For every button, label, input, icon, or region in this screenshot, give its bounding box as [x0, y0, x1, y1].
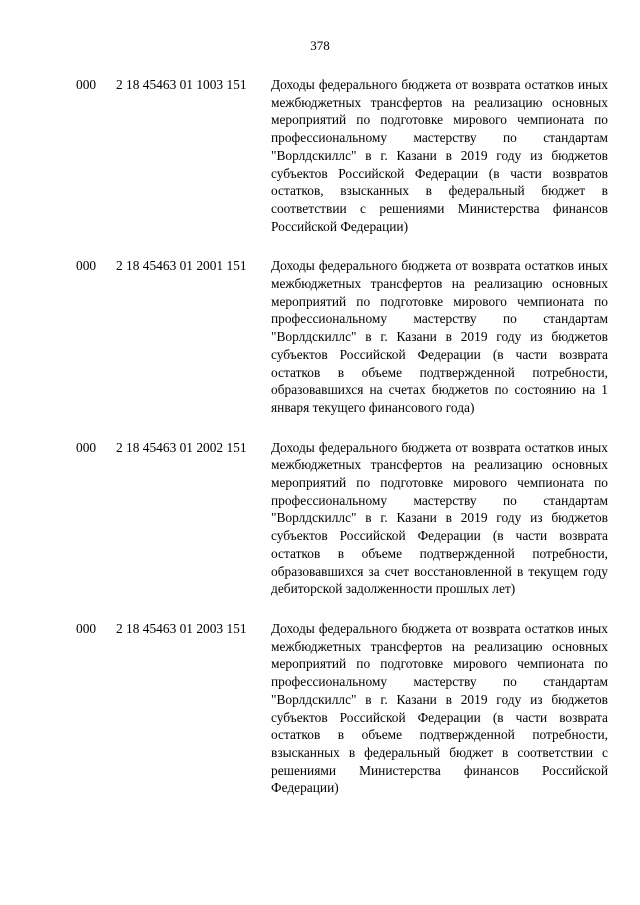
- budget-classification-code: 2 18 45463 01 2002 151: [116, 439, 247, 455]
- admin-code: 000: [76, 77, 97, 92]
- income-description: Доходы федерального бюджета от возврата остатков иных межбюджетных трансфертов на реализацию основных мероприятий по подготовке мирового чемпионата по профессиональному мастерству по стандартам "Ворлдскиллс" в г. Казани в 2019 году из бюджетов субъектов Российской Федерации (в части возврата остатков в объеме подтвержденной потребности, взысканных в федеральный бюджет в соответствии с решениями Министерства финансов Российской Федерации): [271, 620, 608, 796]
- income-description: Доходы федерального бюджета от возврата остатков иных межбюджетных трансфертов на реализацию основных мероприятий по подготовке мирового чемпионата по профессиональному мастерству по стандартам "Ворлдскиллс" в г. Казани в 2019 году из бюджетов субъектов Российской Федерации (в части возвратов остатков, взысканных в федеральный бюджет в соответствии с решениями Министерства финансов Российской Федерации): [271, 77, 608, 234]
- budget-code-entry: [76, 620, 608, 797]
- budget-code-list: [76, 76, 608, 819]
- admin-code: 000: [76, 439, 97, 455]
- page-number: 378: [310, 38, 330, 53]
- income-description: Доходы федерального бюджета от возврата остатков иных межбюджетных трансфертов на реализацию основных мероприятий по подготовке мирового чемпионата по профессиональному мастерству по стандартам "Ворлдскиллс" в г. Казани в 2019 году из бюджетов субъектов Российской Федерации (в части возврата остатков в объеме подтвержденной потребности, образовавшихся за счет восстановленной в текущем году дебиторской задолженности прошлых лет): [271, 439, 608, 597]
- budget-code-entry: [76, 76, 608, 235]
- income-description: Доходы федерального бюджета от возврата остатков иных межбюджетных трансфертов на реализацию основных мероприятий по подготовке мирового чемпионата по профессиональному мастерству по стандартам "Ворлдскиллс" в г. Казани в 2019 году из бюджетов субъектов Российской Федерации (в части возврата остатков в объеме подтвержденной потребности, образовавшихся на счетах бюджетов по состоянию на 1 января текущего финансового года): [271, 258, 608, 415]
- budget-code-entry: [76, 257, 608, 416]
- budget-classification-code: 2 18 45463 01 2003 151: [116, 620, 247, 636]
- budget-classification-code: 2 18 45463 01 2001 151: [116, 258, 247, 274]
- admin-code: 000: [76, 620, 97, 636]
- budget-code-entry: [76, 439, 608, 598]
- budget-classification-code: 2 18 45463 01 1003 151: [116, 77, 247, 92]
- admin-code: 000: [76, 258, 97, 274]
